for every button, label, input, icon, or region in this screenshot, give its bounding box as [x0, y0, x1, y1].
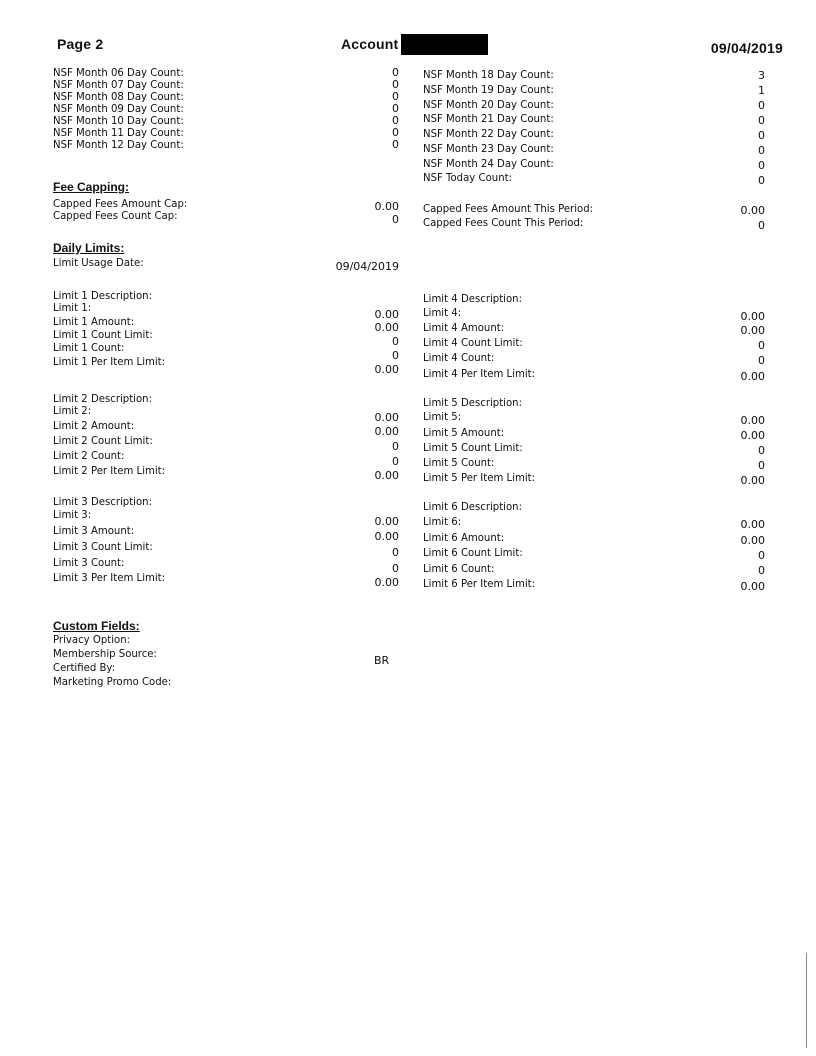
nsf-value: 0	[758, 159, 765, 172]
limit-value: 0.00	[374, 425, 399, 438]
limit-value: 0	[758, 354, 765, 367]
limit-value: 0	[758, 564, 765, 577]
nsf-label: NSF Month 09 Day Count:	[53, 102, 184, 115]
limit-label: Limit 1 Count Limit:	[53, 328, 153, 341]
nsf-value: 0	[392, 126, 399, 139]
nsf-label: NSF Month 23 Day Count:	[423, 142, 554, 155]
nsf-value: 0	[758, 174, 765, 187]
report-date: 09/04/2019	[710, 40, 783, 56]
custom-field-label: Marketing Promo Code:	[53, 675, 172, 688]
limit-label: Limit 2 Count:	[53, 449, 125, 462]
nsf-label: NSF Month 22 Day Count:	[423, 127, 554, 140]
nsf-value: 0	[758, 99, 765, 112]
limit-label: Limit 1 Per Item Limit:	[53, 355, 166, 368]
limit-value: 0	[392, 335, 399, 348]
limit-description-label: Limit 6 Description:	[423, 500, 523, 513]
limit-label: Limit 4 Amount:	[423, 321, 505, 334]
limit-value: 0.00	[374, 411, 399, 424]
limit-value: 0.00	[740, 534, 765, 547]
limit-label: Limit 3 Count Limit:	[53, 540, 153, 553]
fee-cap-label: Capped Fees Amount This Period:	[423, 202, 594, 215]
nsf-value: 1	[758, 84, 765, 97]
limit-value: 0	[758, 549, 765, 562]
limit-label: Limit 3 Count:	[53, 556, 125, 569]
limit-value: 0.00	[374, 530, 399, 543]
nsf-value: 0	[758, 114, 765, 127]
limit-value: 0.00	[374, 308, 399, 321]
custom-field-value: BR	[374, 654, 390, 667]
limit-label: Limit 4 Count Limit:	[423, 336, 523, 349]
limit-value: 0	[392, 562, 399, 575]
custom-field-label: Privacy Option:	[53, 633, 131, 646]
limit-value: 0	[758, 459, 765, 472]
limit-value: 0.00	[374, 363, 399, 376]
nsf-label: NSF Month 20 Day Count:	[423, 98, 554, 111]
limit-value: 0.00	[740, 474, 765, 487]
fee-cap-label: Capped Fees Count Cap:	[53, 209, 178, 222]
nsf-label: NSF Month 12 Day Count:	[53, 138, 184, 151]
limit-label: Limit 1:	[53, 301, 92, 314]
limit-value: 0.00	[374, 576, 399, 589]
limit-label: Limit 6 Count Limit:	[423, 546, 523, 559]
limit-label: Limit 5:	[423, 410, 462, 423]
nsf-label: NSF Month 24 Day Count:	[423, 157, 554, 170]
account-label: Account	[341, 36, 399, 52]
redacted-account-number	[401, 34, 488, 55]
limit-value: 0.00	[740, 429, 765, 442]
nsf-value: 0	[392, 138, 399, 151]
nsf-value: 0	[392, 78, 399, 91]
limit-label: Limit 4 Count:	[423, 351, 495, 364]
fee-cap-value: 0	[392, 213, 399, 226]
fee-cap-value: 0	[758, 219, 765, 232]
limit-value: 0.00	[374, 469, 399, 482]
limit-value: 0	[392, 455, 399, 468]
nsf-label: NSF Month 08 Day Count:	[53, 90, 184, 103]
section-heading-custom-fields: Custom Fields:	[53, 619, 140, 633]
limit-label: Limit 5 Per Item Limit:	[423, 471, 536, 484]
nsf-label: NSF Month 18 Day Count:	[423, 68, 554, 81]
limit-label: Limit 3 Amount:	[53, 524, 135, 537]
nsf-label: NSF Month 06 Day Count:	[53, 66, 184, 79]
section-heading-fee-capping: Fee Capping:	[53, 180, 130, 194]
nsf-value: 3	[758, 69, 765, 82]
custom-field-label: Membership Source:	[53, 647, 157, 660]
limit-usage-date-label: Limit Usage Date:	[53, 256, 144, 269]
limit-label: Limit 6 Count:	[423, 562, 495, 575]
nsf-value: 0	[392, 66, 399, 79]
limit-label: Limit 4:	[423, 306, 462, 319]
limit-value: 0.00	[374, 321, 399, 334]
limit-description-label: Limit 1 Description:	[53, 289, 153, 302]
nsf-value: 0	[392, 102, 399, 115]
scan-edge-line	[806, 953, 807, 1048]
nsf-label: NSF Month 11 Day Count:	[53, 126, 184, 139]
nsf-label: NSF Month 19 Day Count:	[423, 83, 554, 96]
limit-usage-date-value: 09/04/2019	[335, 260, 399, 273]
limit-label: Limit 2 Count Limit:	[53, 434, 153, 447]
limit-value: 0.00	[374, 515, 399, 528]
limit-value: 0.00	[740, 370, 765, 383]
limit-label: Limit 5 Count Limit:	[423, 441, 523, 454]
nsf-label: NSF Month 10 Day Count:	[53, 114, 184, 127]
limit-label: Limit 2:	[53, 404, 92, 417]
nsf-value: 0	[758, 144, 765, 157]
limit-label: Limit 2 Per Item Limit:	[53, 464, 166, 477]
nsf-value: 0	[392, 90, 399, 103]
limit-value: 0	[392, 546, 399, 559]
fee-cap-value: 0.00	[740, 204, 765, 217]
section-heading-daily-limits: Daily Limits:	[53, 241, 125, 255]
nsf-label: NSF Month 21 Day Count:	[423, 112, 554, 125]
limit-description-label: Limit 3 Description:	[53, 495, 153, 508]
nsf-label: NSF Today Count:	[423, 171, 512, 184]
limit-label: Limit 5 Amount:	[423, 426, 505, 439]
limit-value: 0	[392, 349, 399, 362]
limit-label: Limit 1 Amount:	[53, 315, 135, 328]
limit-label: Limit 6 Amount:	[423, 531, 505, 544]
limit-value: 0.00	[740, 310, 765, 323]
fee-cap-value: 0.00	[374, 200, 399, 213]
custom-field-label: Certified By:	[53, 661, 116, 674]
page-number: Page 2	[57, 36, 104, 52]
limit-label: Limit 3 Per Item Limit:	[53, 571, 166, 584]
limit-value: 0	[758, 339, 765, 352]
fee-cap-label: Capped Fees Count This Period:	[423, 216, 584, 229]
limit-label: Limit 5 Count:	[423, 456, 495, 469]
limit-label: Limit 2 Amount:	[53, 419, 135, 432]
limit-value: 0	[758, 444, 765, 457]
limit-label: Limit 1 Count:	[53, 341, 125, 354]
limit-label: Limit 6:	[423, 515, 462, 528]
limit-value: 0.00	[740, 518, 765, 531]
nsf-label: NSF Month 07 Day Count:	[53, 78, 184, 91]
limit-value: 0	[392, 440, 399, 453]
limit-value: 0.00	[740, 324, 765, 337]
fee-cap-label: Capped Fees Amount Cap:	[53, 197, 188, 210]
limit-value: 0.00	[740, 414, 765, 427]
limit-label: Limit 4 Per Item Limit:	[423, 367, 536, 380]
limit-value: 0.00	[740, 580, 765, 593]
limit-description-label: Limit 5 Description:	[423, 396, 523, 409]
nsf-value: 0	[392, 114, 399, 127]
limit-label: Limit 6 Per Item Limit:	[423, 577, 536, 590]
limit-description-label: Limit 2 Description:	[53, 392, 153, 405]
limit-description-label: Limit 4 Description:	[423, 292, 523, 305]
nsf-value: 0	[758, 129, 765, 142]
limit-label: Limit 3:	[53, 508, 92, 521]
